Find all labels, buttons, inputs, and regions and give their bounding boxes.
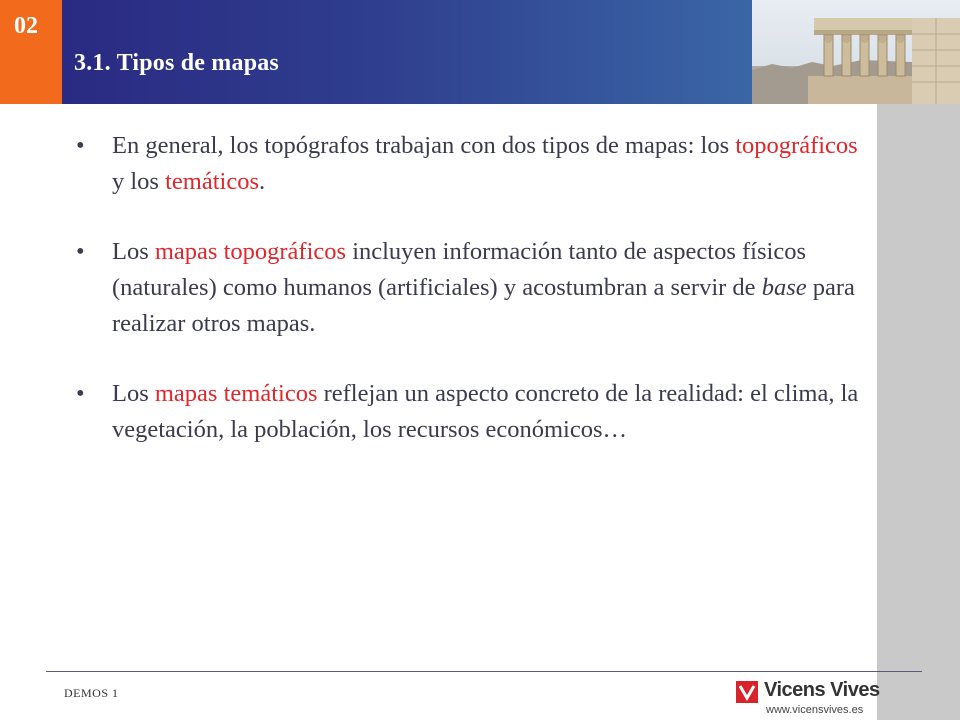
bullet-text — [112, 132, 858, 195]
logo-url: www.vicensvives.es — [766, 704, 864, 716]
highlighted-term: temáticos — [165, 168, 259, 195]
footer-label: DEMOS 1 — [64, 686, 119, 700]
slide-body — [76, 128, 866, 482]
text-segment: y los — [112, 168, 166, 195]
bullet-item — [76, 128, 866, 200]
text-segment: reflejan un aspecto concreto de la realidad: el clima, la vegetación, la población, los recursos económicos… — [112, 380, 859, 443]
text-segment: En general, los topógrafos trabajan con dos tipos de mapas: los — [112, 132, 736, 159]
text-segment: Los — [112, 238, 155, 265]
slide-title: 3.1. Tipos de mapas — [74, 50, 279, 76]
bullet-text — [112, 238, 855, 337]
highlighted-term: mapas topográficos — [154, 238, 347, 265]
text-segment: base — [761, 274, 807, 301]
text-segment: . — [258, 168, 266, 195]
text-segment: para realizar otros mapas. — [112, 274, 855, 337]
highlighted-term: mapas temáticos — [154, 380, 318, 407]
acropolis-photo — [752, 0, 960, 104]
slide-header — [0, 0, 960, 104]
bullet-dot: • — [76, 132, 85, 159]
chapter-number: 02 — [14, 13, 38, 39]
bullet-text — [112, 380, 858, 443]
logo-name: Vicens Vives — [764, 679, 880, 701]
highlighted-term: topográficos — [735, 132, 858, 159]
right-sidebar — [877, 104, 960, 720]
publisher-logo — [736, 679, 880, 720]
caryatid-porch-image — [752, 0, 960, 104]
bullet-dot: • — [76, 238, 85, 265]
bullet-item — [76, 234, 866, 342]
bullet-dot: • — [76, 380, 85, 407]
chapter-badge — [0, 0, 62, 104]
vicens-vives-logo-icon — [736, 681, 758, 703]
bullet-item — [76, 376, 866, 448]
footer-divider — [46, 671, 922, 672]
text-segment: Los — [112, 380, 155, 407]
text-segment: incluyen información tanto de aspectos físicos (naturales) como humanos (artificiales) y acostumbran a servir de — [112, 238, 806, 301]
